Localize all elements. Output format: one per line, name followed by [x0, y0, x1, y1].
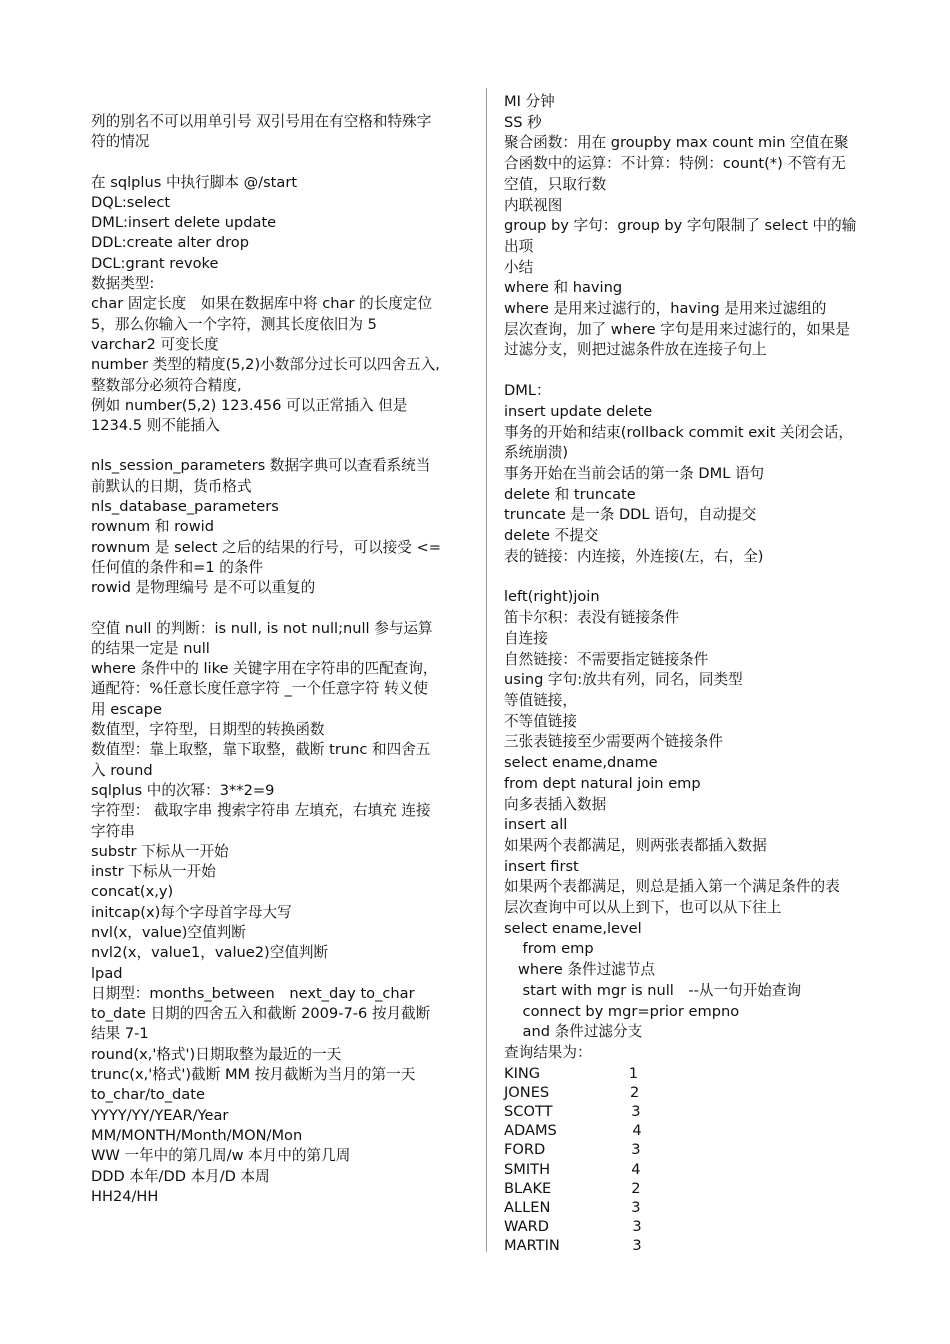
text-line: 如果两个表都满足，则两张表都插入数据: [504, 836, 767, 854]
text-line: 例如 number(5,2) 123.456 可以正常插入 但是: [91, 396, 408, 414]
text-line: 入 round: [91, 761, 153, 779]
text-line: SS 秒: [504, 113, 542, 131]
text-line: 结果 7-1: [91, 1025, 149, 1043]
result-level: 2: [630, 1083, 640, 1101]
text-line: varchar2 可变长度: [91, 335, 219, 353]
result-name: SMITH: [504, 1160, 551, 1178]
result-level: 4: [632, 1122, 642, 1140]
text-line: 三张表链接至少需要两个链接条件: [504, 733, 723, 751]
result-row: [504, 1102, 896, 1121]
text-line: round(x,'格式')日期取整为最近的一天: [91, 1045, 342, 1063]
result-row: [504, 1217, 896, 1236]
text-line: from dept natural join emp: [504, 774, 701, 792]
result-row: [504, 1179, 896, 1198]
text-line: group by 字句：group by 字句限制了 select 中的输: [504, 217, 857, 235]
text-line: 空值，只取行数: [504, 175, 607, 193]
text-line: DCL:grant revoke: [91, 254, 219, 272]
result-level: 3: [631, 1141, 641, 1159]
text-line: trunc(x,'格式')截断 MM 按月截断为当月的第一天: [91, 1066, 416, 1084]
text-line: 5，那么你输入一个字符，测其长度依旧为 5: [91, 315, 377, 333]
result-level: 3: [631, 1103, 641, 1121]
text-line: delete 不提交: [504, 527, 599, 545]
text-line: where 条件中的 like 关键字用在字符串的匹配查询，: [91, 660, 438, 678]
result-name: SCOTT: [504, 1103, 553, 1121]
right-column: [504, 92, 896, 1256]
text-line: 层次查询，加了 where 字句是用来过滤行的，如果是: [504, 320, 850, 338]
text-line: insert first: [504, 857, 579, 875]
result-name: ADAMS: [504, 1122, 557, 1140]
text-line: where 和 having: [504, 279, 623, 297]
text-line: 自然链接：不需要指定链接条件: [504, 650, 709, 668]
text-line: nls_database_parameters: [91, 498, 279, 516]
text-line: 事务的开始和结束(rollback commit exit 关闭会话，: [504, 423, 854, 441]
text-line: instr 下标从一开始: [91, 863, 216, 881]
text-line: where 条件过滤节点: [504, 961, 655, 979]
result-name: ALLEN: [504, 1198, 551, 1216]
text-line: 用 escape: [91, 700, 163, 718]
result-row: [504, 1236, 896, 1255]
text-line: insert update delete: [504, 402, 653, 420]
text-line: and 条件过滤分支: [504, 1023, 643, 1041]
text-line: 的结果一定是 null: [91, 639, 210, 657]
text-line: connect by mgr=prior empno: [504, 1002, 740, 1020]
text-line: 过滤分支，则把过滤条件放在连接子句上: [504, 341, 767, 359]
text-line: 笛卡尔积：表没有链接条件: [504, 609, 680, 627]
text-line: DDL:create alter drop: [91, 234, 249, 252]
query-result-table: [504, 1064, 896, 1256]
text-line: DQL:select: [91, 193, 171, 211]
left-column: [91, 112, 471, 1207]
text-line: 字符串: [91, 822, 135, 840]
text-line: 内联视图: [504, 196, 563, 214]
text-line: left(right)join: [504, 588, 600, 606]
text-line: 事务开始在当前会话的第一条 DML 语句: [504, 464, 765, 482]
text-line: substr 下标从一开始: [91, 842, 229, 860]
text-line: 系统崩溃): [504, 444, 569, 462]
result-name: FORD: [504, 1141, 546, 1159]
text-line: using 字句:放共有列，同名，同类型: [504, 671, 743, 689]
column-divider: [486, 88, 487, 1252]
text-line: where 是用来过滤行的，having 是用来过滤组的: [504, 300, 827, 318]
blank-line: [91, 436, 471, 456]
result-row: [504, 1064, 896, 1083]
text-line: to_char/to_date: [91, 1086, 205, 1104]
result-row: [504, 1140, 896, 1159]
text-line: sqlplus 中的次幂：3**2=9: [91, 781, 275, 799]
text-line: 整数部分必须符合精度,: [91, 376, 242, 394]
text-line: char 固定长度 如果在数据库中将 char 的长度定位: [91, 295, 433, 313]
text-line: HH24/HH: [91, 1187, 159, 1205]
text-line: 聚合函数：用在 groupby max count min 空值在聚: [504, 134, 849, 152]
result-level: 3: [631, 1198, 641, 1216]
text-line: nvl(x，value)空值判断: [91, 923, 246, 941]
result-row: [504, 1160, 896, 1179]
text-line: 如果两个表都满足，则总是插入第一个满足条件的表: [504, 878, 840, 896]
text-line: 1234.5 则不能插入: [91, 417, 220, 435]
text-line: 不等值链接: [504, 712, 577, 730]
result-level: 3: [632, 1237, 642, 1255]
text-line: MM/MONTH/Month/MON/Mon: [91, 1126, 303, 1144]
result-name: JONES: [504, 1083, 550, 1101]
blank-line: [91, 153, 471, 173]
text-line: select ename,dname: [504, 754, 658, 772]
result-row: [504, 1121, 896, 1140]
text-line: WW 一年中的第几周/w 本月中的第几周: [91, 1147, 351, 1165]
result-name: WARD: [504, 1218, 549, 1236]
text-line: truncate 是一条 DDL 语句，自动提交: [504, 506, 757, 524]
text-line: 字符型： 截取字串 搜索字符串 左填充，右填充 连接: [91, 802, 431, 820]
text-line: 日期型：months_between next_day to_char: [91, 984, 415, 1002]
blank-line: [91, 599, 471, 619]
result-name: BLAKE: [504, 1179, 552, 1197]
text-line: number 类型的精度(5,2)小数部分过长可以四舍五入,: [91, 356, 440, 374]
text-line: 层次查询中可以从上到下，也可以从下往上: [504, 899, 782, 917]
text-line: lpad: [91, 964, 123, 982]
result-row: [504, 1083, 896, 1102]
text-line: 符的情况: [91, 133, 150, 151]
text-line: start with mgr is null --从一句开始查询: [504, 981, 802, 999]
result-level: 2: [631, 1179, 641, 1197]
result-row: [504, 1198, 896, 1217]
blank-line: [504, 361, 896, 381]
text-line: 查询结果为：: [504, 1043, 592, 1061]
text-line: nls_session_parameters 数据字典可以查看系统当: [91, 457, 431, 475]
text-line: 数值型，字符型，日期型的转换函数: [91, 721, 325, 739]
text-line: 任何值的条件和=1 的条件: [91, 558, 264, 576]
text-line: delete 和 truncate: [504, 485, 636, 503]
text-line: nvl2(x，value1，value2)空值判断: [91, 944, 329, 962]
text-line: 数值型：靠上取整，靠下取整，截断 trunc 和四舍五: [91, 741, 431, 759]
text-line: MI 分钟: [504, 93, 555, 110]
text-line: rownum 是 select 之后的结果的行号，可以接受 <=: [91, 538, 441, 556]
right-column-text: [504, 92, 896, 1064]
text-line: rowid 是物理编号 是不可以重复的: [91, 579, 316, 597]
text-line: 自连接: [504, 629, 548, 647]
result-level: 3: [632, 1218, 642, 1236]
result-name: MARTIN: [504, 1237, 560, 1255]
text-line: 小结: [504, 258, 534, 276]
text-line: rownum 和 rowid: [91, 518, 214, 536]
text-line: DML:insert delete update: [91, 214, 277, 232]
text-line: from emp: [504, 940, 594, 958]
text-line: insert all: [504, 816, 568, 834]
result-level: 1: [628, 1064, 639, 1082]
text-line: 数据类型:: [91, 275, 155, 293]
text-line: 前默认的日期，货币格式: [91, 477, 252, 495]
text-line: 合函数中的运算：不计算：特例：count(*) 不管有无: [504, 155, 846, 173]
text-line: 空值 null 的判断：is null, is not null;null 参与运算: [91, 619, 433, 637]
text-line: DDD 本年/DD 本月/D 本周: [91, 1167, 270, 1185]
text-line: to_date 日期的四舍五入和截断 2009-7-6 按月截断: [91, 1005, 431, 1023]
text-line: 列的别名不可以用单引号 双引号用在有空格和特殊字: [91, 113, 432, 130]
text-line: 在 sqlplus 中执行脚本 @/start: [91, 173, 298, 191]
text-line: select ename,level: [504, 919, 642, 937]
result-name: KING: [504, 1064, 541, 1082]
text-line: 向多表插入数据: [504, 795, 607, 813]
text-line: DML：: [504, 382, 551, 400]
text-line: concat(x,y): [91, 883, 174, 901]
text-line: 通配符：%任意长度任意字符 _一个任意字符 转义使: [91, 680, 428, 698]
blank-line: [504, 567, 896, 587]
text-line: 等值链接，: [504, 691, 577, 709]
text-line: 出项: [504, 237, 534, 255]
text-line: initcap(x)每个字母首字母大写: [91, 903, 292, 921]
text-line: 表的链接：内连接，外连接(左，右，全): [504, 547, 764, 565]
result-level: 4: [631, 1160, 641, 1178]
text-line: YYYY/YY/YEAR/Year: [91, 1106, 229, 1124]
